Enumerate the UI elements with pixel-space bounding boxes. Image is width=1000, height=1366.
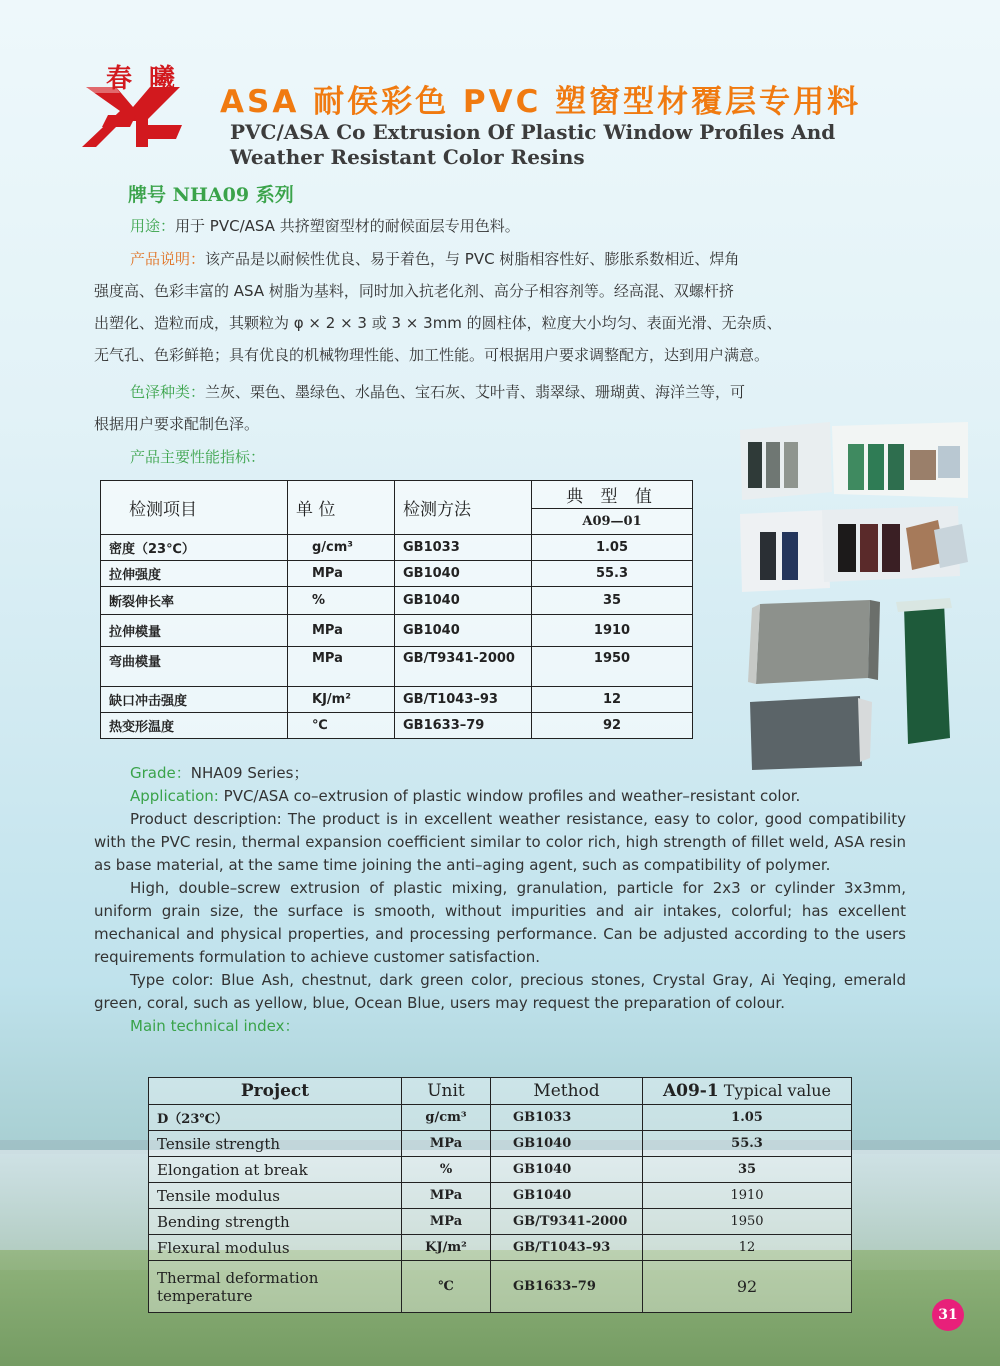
cell-unit: MPa <box>288 647 395 687</box>
cell-unit: MPa <box>402 1209 491 1235</box>
cell-unit: g/cm³ <box>402 1105 491 1131</box>
table-row <box>101 647 693 687</box>
color-line2: 根据用户要求配制色泽。 <box>94 415 260 433</box>
cell-item: 拉伸强度 <box>101 561 288 587</box>
desc-label: 产品说明： <box>130 250 206 268</box>
col-header-unit: 单 位 <box>288 481 395 535</box>
col-header-grade: A09—01 <box>532 509 693 535</box>
cell-value: 12 <box>532 687 693 713</box>
color-line <box>94 376 906 408</box>
cell-unit: g/cm³ <box>288 535 395 561</box>
cell-value: 35 <box>532 587 693 615</box>
col-header-item: 检测项目 <box>101 481 288 535</box>
col-header-unit: Unit <box>402 1078 491 1105</box>
cell-unit: ℃ <box>402 1261 491 1313</box>
cell-item: 拉伸模量 <box>101 615 288 647</box>
properties-table-cn <box>100 480 693 739</box>
col-header-method: 检测方法 <box>395 481 532 535</box>
grade-label-en: Grade： <box>130 764 191 782</box>
grade-code: A09-1 <box>662 1081 719 1101</box>
table-row <box>101 561 693 587</box>
table-row <box>149 1157 852 1183</box>
cell-value: 1910 <box>643 1183 852 1209</box>
cell-method: GB1040 <box>491 1157 643 1183</box>
desc-line2: 强度高、色彩丰富的 ASA 树脂为基料，同时加入抗老化剂、高分子相容剂等。经高混、双螺杆挤 <box>94 282 734 300</box>
cell-method: GB1040 <box>491 1131 643 1157</box>
typical-value-label: Typical value <box>723 1081 832 1100</box>
color-line1: 兰灰、栗色、墨绿色、水晶色、宝石灰、艾叶青、翡翠绿、珊瑚黄、海洋兰等，可 <box>205 383 746 401</box>
table-row <box>101 687 693 713</box>
cell-method: GB/T9341-2000 <box>491 1209 643 1235</box>
cell-method: GB/T9341-2000 <box>395 647 532 687</box>
cell-item: 缺口冲击强度 <box>101 687 288 713</box>
cell-item: 弯曲模量 <box>101 647 288 687</box>
cell-item: D（23℃） <box>149 1105 402 1131</box>
brand-logo-text: 春 曦 <box>106 64 180 94</box>
cell-unit: % <box>288 587 395 615</box>
cell-method: GB1040 <box>395 587 532 615</box>
color-sample-card-photo-2 <box>738 506 970 594</box>
cell-value: 1950 <box>532 647 693 687</box>
cell-value: 1950 <box>643 1209 852 1235</box>
cell-value: 35 <box>643 1157 852 1183</box>
cell-item: Thermal deformation temperature <box>149 1261 402 1313</box>
usage-label: 用途： <box>130 217 176 235</box>
desc-line3: 出塑化、造粒而成，其颗粒为 φ × 2 × 3 或 3 × 3mm 的圆柱体，粒度大小均匀、表面光滑、无杂质、 <box>94 314 782 332</box>
grade-heading-cn: 牌号 NHA09 系列 <box>128 184 294 206</box>
profile-samples-photo <box>740 598 972 770</box>
cell-method: GB1633–79 <box>491 1261 643 1313</box>
application-label-en: Application: <box>130 787 219 805</box>
cell-item: Elongation at break <box>149 1157 402 1183</box>
cell-unit: KJ/m² <box>402 1235 491 1261</box>
type-color-en: Type color: Blue Ash, chestnut, dark green color, precious stones, Crystal Gray, Ai Yeqing, emerald green, coral, such as yellow, blue, Ocean Blue, users may request the preparation of colour. <box>94 971 906 1012</box>
title-en-line2: Weather Resistant Color Resins <box>230 145 585 169</box>
cell-method: GB1033 <box>491 1105 643 1131</box>
cell-value: 12 <box>643 1235 852 1261</box>
process-description-en: High, double–screw extrusion of plastic mixing, granulation, particle for 2x3 or cylinder 3x3mm, uniform grain size, the surface is smooth, without impurities and air intakes, colorful; has excellent mechanical and physical properties, and processing performance. Can be adjusted according to the users requirements formulation to achieve customer satisfaction. <box>94 879 906 966</box>
cell-method: GB1040 <box>395 615 532 647</box>
color-label: 色泽种类： <box>130 383 206 401</box>
cell-value: 55.3 <box>532 561 693 587</box>
description-paragraph-cn <box>94 243 906 371</box>
col-header-typical: 典 型 值 <box>532 481 693 509</box>
product-description-en: Product description: The product is in excellent weather resistance, easy to color, good compatibility with the PVC resin, thermal expansion coefficient similar to color rich, high strength of fillet weld, ASA resin as base material, at the same time joining the anti–aging agent, such as compatibility of polymer. <box>94 810 906 874</box>
cell-method: GB1633–79 <box>395 713 532 739</box>
cell-value: 1.05 <box>643 1105 852 1131</box>
cell-item: 热变形温度 <box>101 713 288 739</box>
page-number: 31 <box>932 1299 964 1331</box>
table-row <box>101 713 693 739</box>
cell-value: 1.05 <box>532 535 693 561</box>
cell-unit: ℃ <box>288 713 395 739</box>
title-en-line1: PVC/ASA Co Extrusion Of Plastic Window Profiles And <box>230 120 836 144</box>
usage-text: 用于 PVC/ASA 共挤塑窗型材的耐候面层专用色料。 <box>175 217 520 235</box>
table-row <box>101 535 693 561</box>
cell-method: GB1033 <box>395 535 532 561</box>
desc-line <box>94 243 906 275</box>
cell-unit: MPa <box>402 1183 491 1209</box>
col-header-project: Project <box>149 1078 402 1105</box>
english-description <box>94 762 906 1038</box>
application-text-en: PVC/ASA co–extrusion of plastic window profiles and weather–resistant color. <box>218 787 801 805</box>
color-sample-card-photo-1 <box>738 420 970 502</box>
cell-unit: MPa <box>402 1131 491 1157</box>
cell-unit: KJ/m² <box>288 687 395 713</box>
cell-unit: % <box>402 1157 491 1183</box>
page-title-en <box>230 120 930 170</box>
cell-item: 断裂伸长率 <box>101 587 288 615</box>
cell-method: GB1040 <box>491 1183 643 1209</box>
desc-line4: 无气孔、色彩鲜艳；具有优良的机械物理性能、加工性能。可根据用户要求调整配方，达到用户满意。 <box>94 346 770 364</box>
table-row <box>149 1235 852 1261</box>
desc-line1: 该产品是以耐候性优良、易于着色，与 PVC 树脂相容性好、膨胀系数相近、焊角 <box>205 250 740 268</box>
cell-method: GB/T1043–93 <box>395 687 532 713</box>
cell-value: 92 <box>643 1261 852 1313</box>
grade-value-en: NHA09 Series； <box>190 764 309 782</box>
properties-table-en <box>148 1077 852 1313</box>
cell-item: Tensile modulus <box>149 1183 402 1209</box>
cell-value: 92 <box>532 713 693 739</box>
col-header-typical <box>643 1078 852 1105</box>
table-row <box>101 587 693 615</box>
col-header-method: Method <box>491 1078 643 1105</box>
cell-item: Tensile strength <box>149 1131 402 1157</box>
cell-method: GB1040 <box>395 561 532 587</box>
technical-index-label-en: Main technical index： <box>130 1017 300 1035</box>
page-title-cn: ASA 耐侯彩色 PVC 塑窗型材覆层专用料 <box>220 84 862 120</box>
table-row <box>149 1261 852 1313</box>
cell-item: 密度（23℃） <box>101 535 288 561</box>
cell-value: 1910 <box>532 615 693 647</box>
cell-item: Bending strength <box>149 1209 402 1235</box>
cell-value: 55.3 <box>643 1131 852 1157</box>
table-row <box>149 1183 852 1209</box>
cell-unit: MPa <box>288 561 395 587</box>
cell-method: GB/T1043–93 <box>491 1235 643 1261</box>
cell-item: Flexural modulus <box>149 1235 402 1261</box>
cell-unit: MPa <box>288 615 395 647</box>
usage-paragraph <box>94 210 906 242</box>
table-heading-cn: 产品主要性能指标： <box>130 448 266 466</box>
table-row <box>149 1131 852 1157</box>
table-row <box>149 1105 852 1131</box>
table-row <box>149 1209 852 1235</box>
table-row <box>101 615 693 647</box>
